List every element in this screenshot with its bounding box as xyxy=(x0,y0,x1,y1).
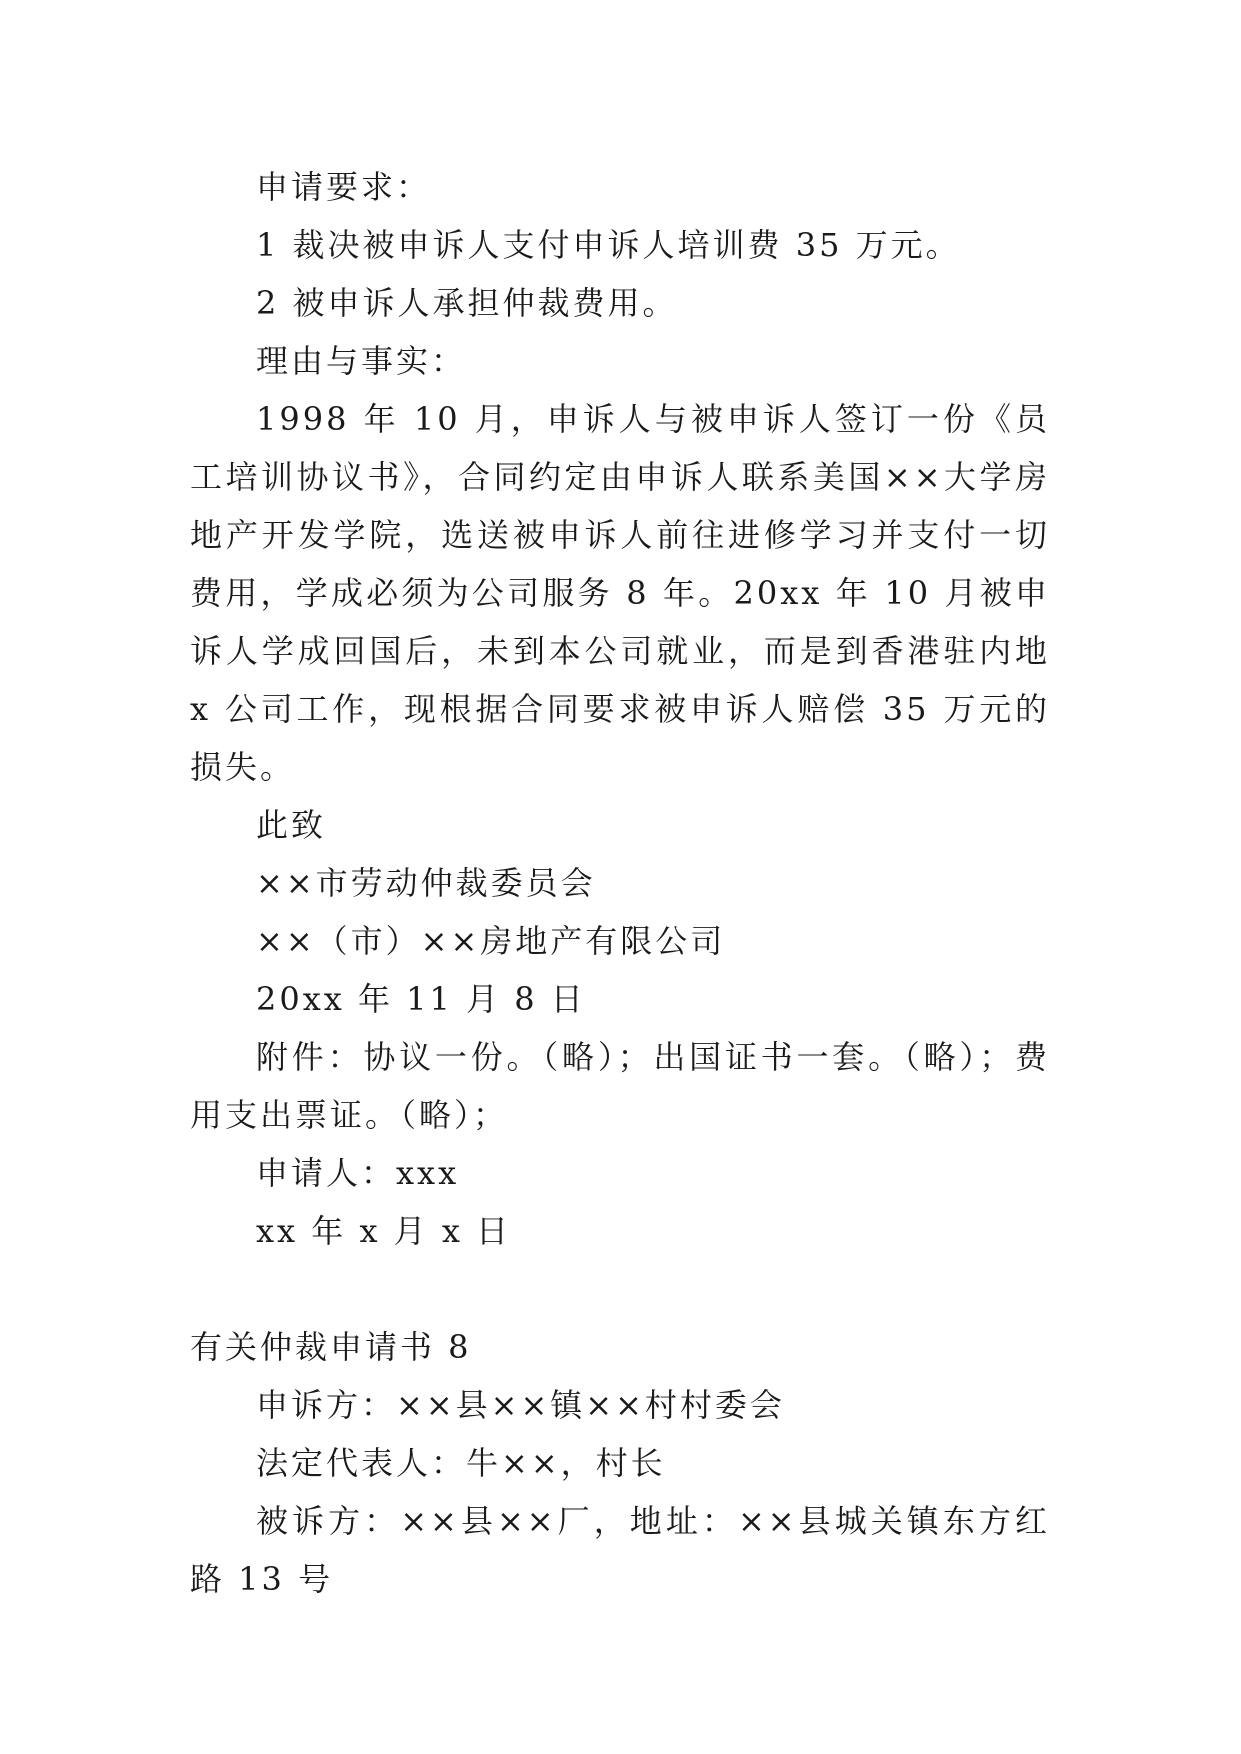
date-line: 20xx 年 11 月 8 日 xyxy=(256,980,586,1018)
document-page xyxy=(190,158,1050,1608)
request-item-2: 2 被申诉人承担仲裁费用。 xyxy=(256,284,678,322)
requests-heading: 申请要求： xyxy=(256,168,432,206)
complainant-line: 申诉方：××县××镇××村村委会 xyxy=(256,1386,785,1424)
recipient: ××市劳动仲裁委员会 xyxy=(256,864,596,902)
attachments-paragraph: 附件：协议一份。（略）；出国证书一套。（略）；费用支出票证。（略）； xyxy=(190,1038,1050,1134)
section-spacer xyxy=(190,1260,1050,1318)
salutation: 此致 xyxy=(256,806,327,844)
request-item-1: 1 裁决被申诉人支付申诉人培训费 35 万元。 xyxy=(256,226,961,264)
applicant-signature: 申请人：xxx xyxy=(256,1154,460,1192)
applicant-company: ××（市）××房地产有限公司 xyxy=(256,922,726,960)
section-title: 有关仲裁申请书 8 xyxy=(190,1328,472,1366)
legal-representative-line: 法定代表人：牛××，村长 xyxy=(256,1444,666,1482)
facts-paragraph: 1998 年 10 月，申诉人与被申诉人签订一份《员工培训协议书》，合同约定由申诉人联系美国××大学房地产开发学院，选送被申诉人前往进修学习并支付一切费用，学成必须为公司服务 8 年。20xx 年 10 月被申诉人学成回国后，未到本公司就业，而是到香港驻内地 x 公司工作，现根据合同要求被申诉人赔偿 35 万元的损失。 xyxy=(190,400,1050,786)
signature-date: xx 年 x 月 x 日 xyxy=(256,1212,512,1250)
reasons-heading: 理由与事实： xyxy=(256,342,467,380)
respondent-paragraph: 被诉方：××县××厂，地址：××县城关镇东方红路 13 号 xyxy=(190,1502,1050,1598)
